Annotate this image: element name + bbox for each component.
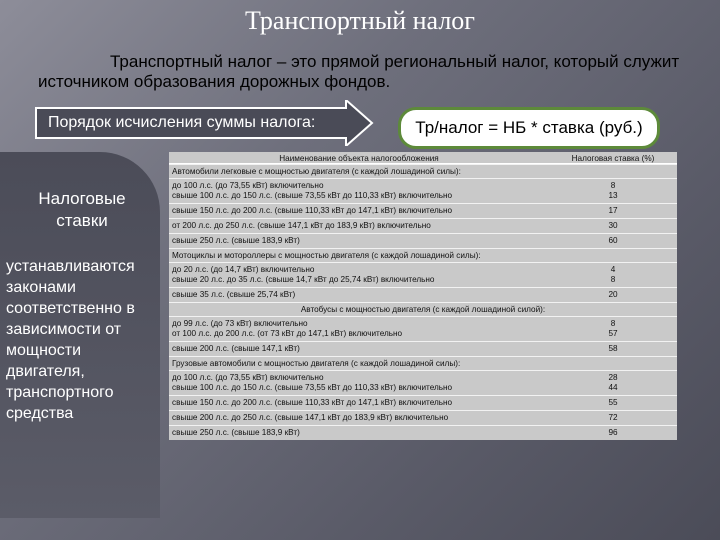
- row-rate: [549, 179, 677, 203]
- row-rate: [549, 263, 677, 287]
- table-row: [169, 287, 677, 302]
- description-line: до 20 л.с. (до 14,7 кВт) включительно: [172, 265, 315, 274]
- row-description: [169, 288, 549, 302]
- intro-text: Транспортный налог – это прямой региональный налог, который служит источником образования дорожных фондов.: [38, 52, 680, 91]
- description-line: до 100 л.с. (до 73,55 кВт) включительно: [172, 373, 324, 382]
- determined-text: устанавливаются законами соответственно в зависимости от мощности двигателя, транспортного средства: [6, 258, 135, 422]
- table-row: [169, 262, 677, 287]
- table-row: [169, 178, 677, 203]
- description-line: свыше 250 л.с. (свыше 183,9 кВт): [172, 236, 300, 245]
- table-section-header: Автобусы с мощностью двигателя (с каждой лошадиной силой):: [169, 302, 677, 316]
- rate-value: 58: [608, 344, 618, 353]
- row-description: [169, 411, 549, 425]
- rate-value: 8: [610, 319, 616, 328]
- description-line: до 100 л.с. (до 73,55 кВт) включительно: [172, 181, 324, 190]
- rate-value: 60: [608, 236, 618, 245]
- rate-value: 4: [610, 265, 616, 274]
- tax-rate-table: [169, 152, 677, 440]
- description-line: до 99 л.с. (до 73 кВт) включительно: [172, 319, 308, 328]
- row-description: [169, 426, 549, 440]
- description-line: свыше 35 л.с. (свыше 25,74 кВт): [172, 290, 296, 299]
- row-description: [169, 234, 549, 248]
- row-description: [169, 204, 549, 218]
- row-description: [169, 342, 549, 356]
- table-section-header: Автомобили легковые с мощностью двигателя (с каждой лошадиной силы):: [169, 164, 677, 178]
- row-description: [169, 317, 549, 341]
- rate-value: 8: [610, 181, 616, 190]
- description-line: свыше 200 л.с. (свыше 147,1 кВт): [172, 344, 300, 353]
- description-line: свыше 100 л.с. до 150 л.с. (свыше 73,55 кВт до 110,33 кВт) включительно: [172, 191, 453, 200]
- rate-value: 55: [608, 398, 618, 407]
- rate-value: 72: [608, 413, 618, 422]
- row-rate: [549, 411, 677, 425]
- rate-value: 30: [608, 221, 618, 230]
- table-row: [169, 233, 677, 248]
- description-line: свыше 100 л.с. до 150 л.с. (свыше 73,55 кВт до 110,33 кВт) включительно: [172, 383, 453, 392]
- table-section-header: Грузовые автомобили с мощностью двигателя (с каждой лошадиной силы):: [169, 356, 677, 370]
- row-description: [169, 396, 549, 410]
- description-line: свыше 150 л.с. до 200 л.с. (свыше 110,33 кВт до 147,1 кВт) включительно: [172, 206, 453, 215]
- table-header: [169, 152, 677, 164]
- rate-value: 20: [608, 290, 618, 299]
- row-rate: [549, 219, 677, 233]
- rate-value: 44: [608, 383, 618, 392]
- rate-value: 96: [608, 428, 618, 437]
- row-rate: [549, 342, 677, 356]
- row-description: [169, 179, 549, 203]
- row-description: [169, 219, 549, 233]
- rate-value: 13: [608, 191, 618, 200]
- row-rate: [549, 317, 677, 341]
- table-row: [169, 370, 677, 395]
- table-row: [169, 316, 677, 341]
- row-description: [169, 371, 549, 395]
- header-object: Наименование объекта налогообложения: [279, 154, 439, 163]
- description-line: от 100 л.с. до 200 л.с. (от 73 кВт до 147,1 кВт) включительно: [172, 329, 403, 338]
- formula-text: Тр/налог = НБ * ставка (руб.): [415, 118, 643, 137]
- formula-box: [398, 107, 660, 149]
- description-line: свыше 20 л.с. до 35 л.с. (свыше 14,7 кВт до 25,74 кВт) включительно: [172, 275, 435, 284]
- description-line: от 200 л.с. до 250 л.с. (свыше 147,1 кВт до 183,9 кВт) включительно: [172, 221, 431, 230]
- table-row: [169, 203, 677, 218]
- table-row: [169, 395, 677, 410]
- procedure-label: Порядок исчисления суммы налога:: [48, 114, 316, 131]
- rate-value: 28: [608, 373, 618, 382]
- row-rate: [549, 288, 677, 302]
- description-line: свыше 250 л.с. (свыше 183,9 кВт): [172, 428, 300, 437]
- header-rate: Налоговая ставка (%): [571, 154, 655, 163]
- slide-title: Транспортный налог: [245, 6, 475, 35]
- description-line: свыше 200 л.с. до 250 л.с. (свыше 147,1 кВт до 183,9 кВт) включительно: [172, 413, 449, 422]
- rate-value: 57: [608, 329, 618, 338]
- table-row: [169, 341, 677, 356]
- table-row: [169, 425, 677, 440]
- description-line: свыше 150 л.с. до 200 л.с. (свыше 110,33 кВт до 147,1 кВт) включительно: [172, 398, 453, 407]
- table-section-header: Мотоциклы и мотороллеры с мощностью двигателя (с каждой лошадиной силы):: [169, 248, 677, 262]
- rate-value: 8: [610, 275, 616, 284]
- table-row: [169, 218, 677, 233]
- rate-value: 17: [608, 206, 618, 215]
- table-row: [169, 410, 677, 425]
- row-rate: [549, 371, 677, 395]
- rates-label: Налоговые ставки: [38, 189, 126, 230]
- row-description: [169, 263, 549, 287]
- row-rate: [549, 234, 677, 248]
- procedure-arrow: [34, 100, 374, 146]
- row-rate: [549, 426, 677, 440]
- row-rate: [549, 204, 677, 218]
- row-rate: [549, 396, 677, 410]
